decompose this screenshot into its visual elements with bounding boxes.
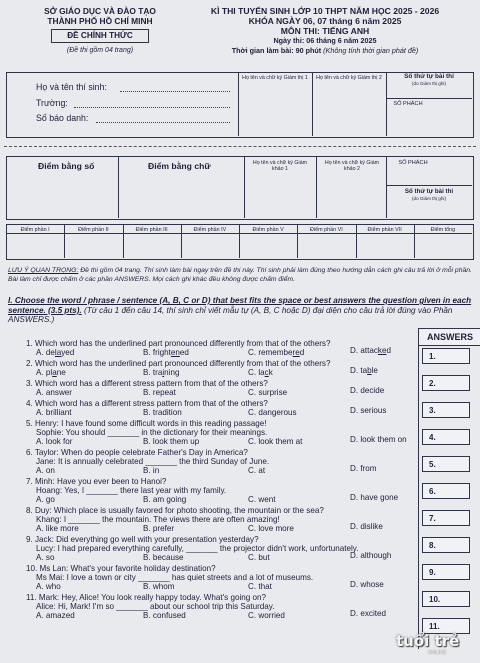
question-dialogue: Sophie: You should _______ in the dictionary for their meanings. bbox=[36, 428, 268, 437]
part-score-field[interactable] bbox=[181, 234, 239, 258]
part-score-field[interactable] bbox=[414, 234, 472, 258]
question-dialogue: Ms Mai: I love a town or city _______ has quiet streets and a lot of museums. bbox=[36, 573, 314, 582]
answer-box[interactable]: 8. bbox=[422, 537, 470, 553]
part-divider bbox=[123, 224, 124, 258]
question-stem: 4. Which word has a different stress pattern from that of the others? bbox=[26, 399, 268, 408]
answer-option: C. look them at bbox=[248, 437, 303, 446]
answer-option: D. table bbox=[350, 366, 378, 375]
answer-option: B. prefer bbox=[143, 524, 175, 533]
answer-option: C. worried bbox=[248, 611, 285, 620]
answer-option: D. although bbox=[350, 551, 392, 560]
question-dialogue: Hoang: Yes, I _______ there last year with my family. bbox=[36, 486, 227, 495]
department-block bbox=[20, 6, 180, 56]
publisher-logo-sub: ONLINE bbox=[428, 650, 447, 656]
dept-line2: THÀNH PHỐ HỒ CHÍ MINH bbox=[47, 16, 153, 26]
answer-option: A. who bbox=[36, 582, 61, 591]
question-stem: 10. Ms Lan: What's your favorite holiday destination? bbox=[26, 564, 216, 573]
part-divider bbox=[297, 224, 298, 258]
candidate-name-label: Họ và tên thí sinh: bbox=[36, 82, 107, 92]
answer-option: C. lack bbox=[248, 368, 273, 377]
notice-label: LƯU Ý QUAN TRỌNG: bbox=[8, 267, 79, 274]
answer-option: C. at bbox=[248, 466, 266, 475]
answer-option: D. dislike bbox=[350, 522, 383, 531]
question-stem: 1. Which word has the underlined part pronounced differently from that of the others? bbox=[26, 339, 331, 348]
answer-option: D. look them on bbox=[350, 435, 407, 444]
question-stem: 11. Mark: Hey, Alice! You look really happy today. What's going on? bbox=[26, 593, 266, 602]
examiner1-label: Họ tên và chữ ký Giám khảo 1 bbox=[252, 160, 308, 172]
exam-subject: MÔN THI: TIẾNG ANH bbox=[280, 26, 370, 36]
answer-option: A. on bbox=[36, 466, 55, 475]
part-score-label: Điểm phần V bbox=[252, 227, 284, 233]
answer-option: D. whose bbox=[350, 580, 384, 589]
part-score-field[interactable] bbox=[64, 234, 122, 258]
official-stamp: ĐỀ CHÍNH THỨC bbox=[51, 29, 149, 43]
candidate-id-field[interactable] bbox=[96, 122, 230, 123]
dept-line1: SỞ GIÁO DỤC VÀ ĐÀO TẠO bbox=[44, 6, 156, 16]
part-score-field[interactable] bbox=[6, 234, 64, 258]
part-score-label: Điểm phần VI bbox=[310, 227, 343, 233]
question-dialogue: Jane: It is annually celebrated _______ the third Sunday of June. bbox=[36, 457, 270, 466]
answer-option: C. dangerous bbox=[248, 408, 297, 417]
part1-instructions bbox=[8, 296, 476, 325]
part-score-field[interactable] bbox=[297, 234, 355, 258]
question-stem: 7. Minh: Have you ever been to Hanoi? bbox=[26, 477, 167, 486]
order-note: (do Giám thị ghi) bbox=[412, 81, 446, 86]
supervisor2-label: Họ tên và chữ ký Giám thị 2 bbox=[316, 75, 382, 81]
answer-option: B. confused bbox=[143, 611, 186, 620]
answer-box[interactable]: 9. bbox=[422, 564, 470, 580]
question-dialogue: Alice: Hi, Mark! I'm so _______ about our school trip this Saturday. bbox=[36, 602, 275, 611]
cut-line bbox=[4, 146, 476, 147]
important-notice bbox=[8, 266, 476, 284]
part-score-label: Điểm tổng bbox=[430, 227, 456, 233]
part-divider bbox=[239, 224, 240, 258]
duration-note: (Không tính thời gian phát đề) bbox=[323, 46, 419, 55]
part-divider bbox=[181, 224, 182, 258]
answer-box[interactable]: 2. bbox=[422, 375, 470, 391]
answer-option: A. look for bbox=[36, 437, 73, 446]
question-stem: 2. Which word has the underlined part pronounced differently from that of the others? bbox=[26, 359, 331, 368]
answers-title: ANSWERS bbox=[418, 328, 480, 346]
exam-title: KÌ THI TUYỂN SINH LỚP 10 THPT NĂM HỌC 2025 - 2026 bbox=[210, 6, 440, 16]
part-score-label: Điểm phần IV bbox=[193, 227, 227, 233]
answer-option: A. amazed bbox=[36, 611, 75, 620]
answer-option: B. frightened bbox=[143, 348, 189, 357]
answer-box[interactable]: 1. bbox=[422, 348, 470, 364]
question-dialogue: Lucy: I had prepared everything carefully, _______ the projector didn't work, unfortunately. bbox=[36, 544, 359, 553]
answer-option: C. but bbox=[248, 553, 270, 562]
order-label-2: Số thứ tự bài thi bbox=[404, 188, 454, 195]
answer-option: B. training bbox=[143, 368, 180, 377]
question-stem: 5. Henry: I have found some difficult words in this reading passage! bbox=[26, 419, 267, 428]
answer-box[interactable]: 11. bbox=[422, 618, 470, 634]
question-stem: 3. Which word has a different stress pattern from that of the others? bbox=[26, 379, 268, 388]
pages-note: (Đề thi gồm 04 trang) bbox=[66, 47, 134, 54]
part-divider bbox=[414, 224, 415, 258]
question-dialogue: Khang: I _______ the mountain. The views there are often amazing! bbox=[36, 515, 280, 524]
answer-option: B. tradition bbox=[143, 408, 182, 417]
answer-option: C. that bbox=[248, 582, 272, 591]
answer-option: D. serious bbox=[350, 406, 387, 415]
answer-option: A. delayed bbox=[36, 348, 75, 357]
answer-option: D. decide bbox=[350, 386, 385, 395]
examiner2-label: Họ tên và chữ ký Giám khảo 2 bbox=[324, 160, 380, 172]
answer-option: C. remembered bbox=[248, 348, 305, 357]
answer-box[interactable]: 3. bbox=[422, 402, 470, 418]
answer-box[interactable]: 10. bbox=[422, 591, 470, 607]
supervisor1-label: Họ tên và chữ ký Giám thị 1 bbox=[242, 75, 308, 81]
answer-option: D. have gone bbox=[350, 493, 399, 502]
part-header-divider bbox=[6, 233, 472, 234]
answer-option: C. went bbox=[248, 495, 276, 504]
candidate-id-label: Số báo danh: bbox=[36, 113, 89, 123]
instr-vi: (Từ câu 1 đến câu 14, thí sinh chỉ viết mẫu tự (A, B, C hoặc D) đại diện cho câu trả lời đúng vào Phần ANSWERS.) bbox=[8, 305, 453, 325]
answer-option: D. attacked bbox=[350, 346, 391, 355]
answer-option: B. whom bbox=[143, 582, 175, 591]
answer-box[interactable]: 7. bbox=[422, 510, 470, 526]
answer-option: B. repeat bbox=[143, 388, 176, 397]
part-score-field[interactable] bbox=[123, 234, 181, 258]
exam-duration bbox=[188, 46, 462, 56]
candidate-name-field[interactable] bbox=[120, 91, 230, 92]
part-score-label: Điểm phần I bbox=[20, 227, 50, 233]
part-divider bbox=[356, 224, 357, 258]
answer-option: A. answer bbox=[36, 388, 72, 397]
phach-label-2: SỐ PHÁCH bbox=[398, 160, 428, 166]
part-score-label: Điểm phần VII bbox=[367, 227, 402, 233]
school-label: Trường: bbox=[36, 98, 68, 108]
order-label: Số thứ tự bài thi bbox=[404, 73, 454, 80]
notice-text: Đề thi gồm 04 trang. Thí sinh làm bài ngay trên đề thi này. Thí sinh phải làm đúng theo hướng dẫn cách ghi câu trả lời ở mỗi phần. Bài làm chỉ được chấm ở các phần ANSWERS. Mọi cách ghi khác đều không được chấm điểm. bbox=[8, 267, 472, 283]
school-field[interactable] bbox=[74, 107, 230, 108]
part-score-field[interactable] bbox=[239, 234, 297, 258]
answer-option: B. in bbox=[143, 466, 160, 475]
question-stem: 8. Duy: Which place is usually favored for photo shooting, the mountain or the sea? bbox=[26, 506, 324, 515]
score-word-label: Điểm bằng chữ bbox=[148, 161, 211, 171]
question-stem: 9. Jack: Did everything go well with your presentation yesterday? bbox=[26, 535, 259, 544]
part-score-label: Điểm phần III bbox=[135, 227, 168, 233]
part-score-field[interactable] bbox=[356, 234, 414, 258]
part-divider bbox=[64, 224, 65, 258]
exam-day: Ngày thi: 06 tháng 6 năm 2025 bbox=[273, 36, 377, 45]
answer-option: B. look them up bbox=[143, 437, 200, 446]
answer-option: A. so bbox=[36, 553, 55, 562]
duration-label: Thời gian làm bài: 90 phút bbox=[231, 46, 322, 55]
answer-box[interactable]: 6. bbox=[422, 483, 470, 499]
exam-title-block bbox=[188, 6, 462, 56]
phach-label: SỐ PHÁCH bbox=[393, 101, 423, 107]
answer-option: C. love more bbox=[248, 524, 294, 533]
answer-box[interactable]: 4. bbox=[422, 429, 470, 445]
publisher-logo: tuổi trẻ bbox=[396, 632, 460, 650]
question-stem: 6. Taylor: When do people celebrate Father's Day in America? bbox=[26, 448, 248, 457]
answer-option: D. from bbox=[350, 464, 377, 473]
part-score-label: Điểm phần II bbox=[78, 227, 109, 233]
answer-box[interactable]: 5. bbox=[422, 456, 470, 472]
answer-option: A. go bbox=[36, 495, 55, 504]
score-number-label: Điểm bằng số bbox=[38, 161, 95, 171]
answer-option: A. like more bbox=[36, 524, 79, 533]
exam-dates: KHÓA NGÀY 06, 07 tháng 6 năm 2025 bbox=[248, 16, 402, 26]
answer-option: C. surprise bbox=[248, 388, 288, 397]
answer-option: D. excited bbox=[350, 609, 386, 618]
order-note-2: (do Giám thị ghi) bbox=[412, 196, 446, 201]
answer-option: A. plane bbox=[36, 368, 66, 377]
instr-heading: I. Choose the word / phrase / sentence (A, B, C or D) that best fits the space or best answers the question given in each sentence. (3.5 pts). bbox=[8, 296, 472, 315]
answer-option: A. brilliant bbox=[36, 408, 72, 417]
answer-option: B. because bbox=[143, 553, 184, 562]
answer-option: B. am going bbox=[143, 495, 187, 504]
